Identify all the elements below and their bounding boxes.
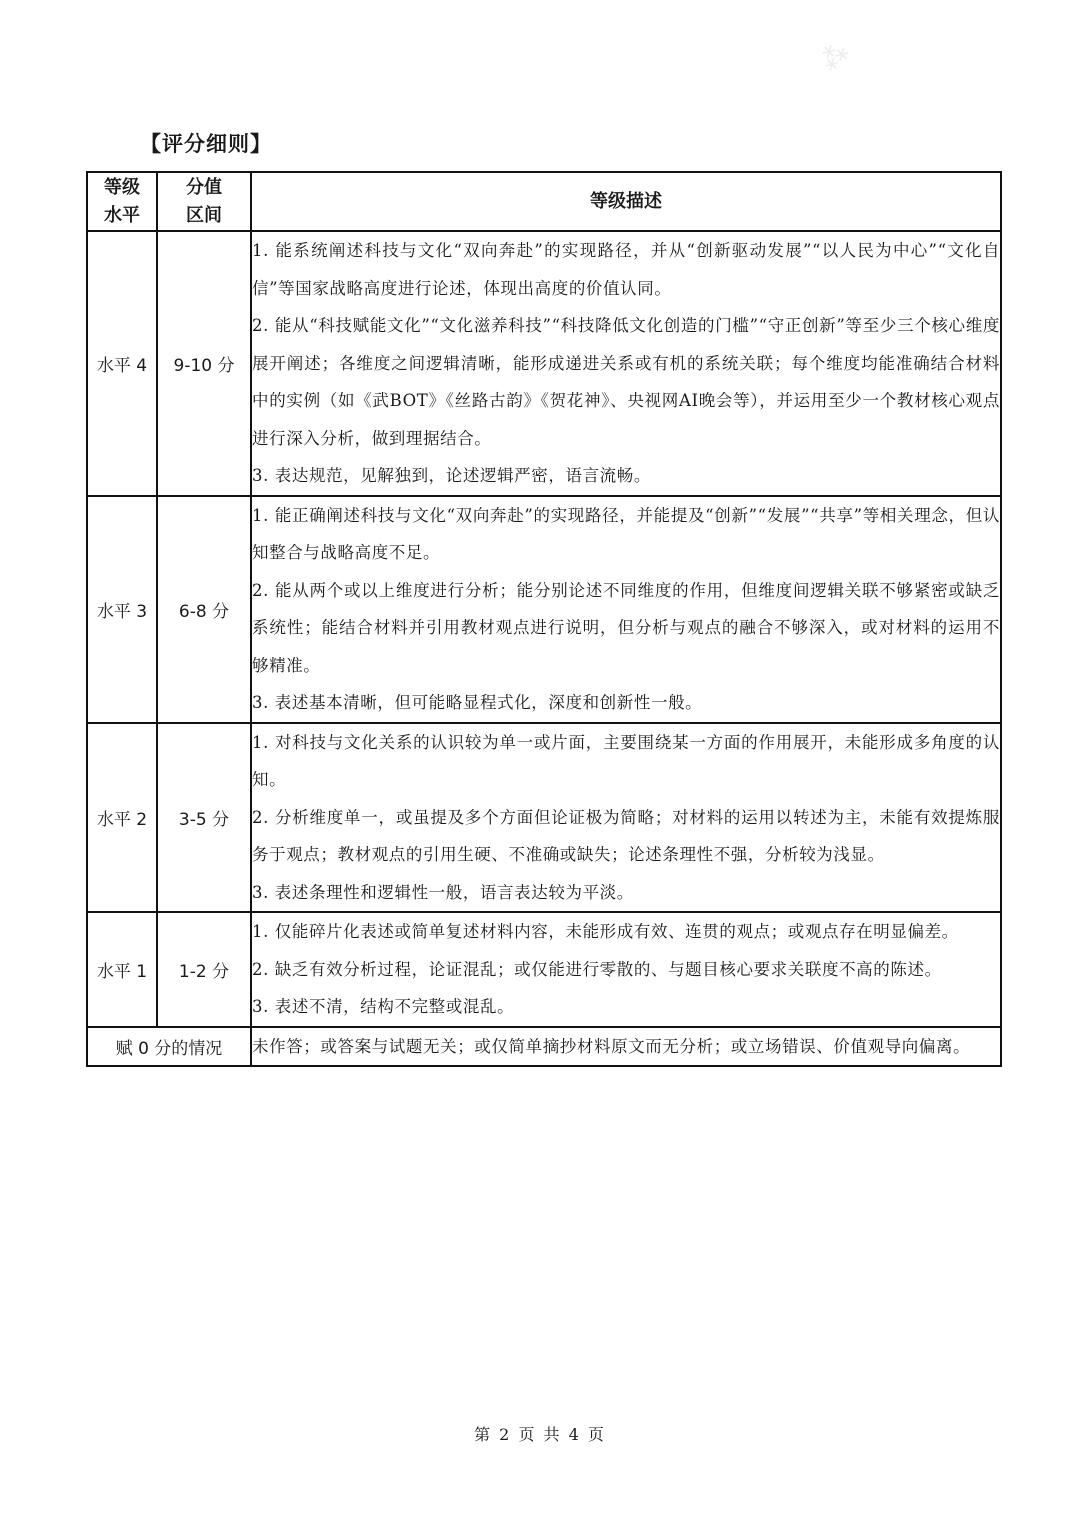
criterion-item: 1. 对科技与文化关系的认识较为单一或片面，主要围绕某一方面的作用展开，未能形成多角度的认知。 (252, 732, 1000, 789)
criterion-item: 2. 分析维度单一，或虽提及多个方面但论证极为简略；对材料的运用以转述为主，未能有效提炼服务于观点；教材观点的引用生硬、不准确或缺失；论述条理性不强，分析较为浅显。 (252, 807, 1000, 864)
level-cell: 水平 4 (87, 231, 157, 496)
watermark-mark: ⁂ (812, 34, 856, 79)
criterion-item: 1. 能正确阐述科技与文化“双向奔赴”的实现路径，并能提及“创新”“发展”“共享”等相关理念，但认知整合与战略高度不足。 (252, 505, 1000, 562)
level-cell: 水平 3 (87, 496, 157, 723)
level-cell: 水平 2 (87, 723, 157, 913)
score-cell: 9-10 分 (157, 231, 251, 496)
score-cell: 3-5 分 (157, 723, 251, 913)
description-cell (251, 496, 1001, 723)
zero-score-row (87, 1027, 1001, 1067)
criterion-item: 3. 表达规范，见解独到，论述逻辑严密，语言流畅。 (252, 466, 651, 485)
zero-score-description (251, 1027, 1001, 1067)
level-row (87, 231, 1001, 496)
description-cell (251, 231, 1001, 496)
header-score: 分值 区间 (157, 172, 251, 231)
page-number: 第 2 页 共 4 页 (474, 1425, 606, 1444)
criterion-item: 1. 能系统阐述科技与文化“双向奔赴”的实现路径，并从“创新驱动发展”“以人民为中心”“文化自信”等国家战略高度进行论述，体现出高度的价值认同。 (252, 241, 1000, 298)
criterion-item: 2. 能从“科技赋能文化”“文化滋养科技”“科技降低文化创造的门槛”“守正创新”等至少三个核心维度展开阐述；各维度之间逻辑清晰，能形成递进关系或有机的系统关联；每个维度均能准确结合材料中的实例（如《武BOT》《丝路古韵》《贺花神》、央视网AI晚会等），并运用至少一个教材核心观点进行深入分析，做到理据结合。 (252, 316, 1000, 448)
criterion-item: 2. 缺乏有效分析过程，论证混乱；或仅能进行零散的、与题目核心要求关联度不高的陈述。 (252, 959, 942, 979)
criterion-item: 3. 表述基本清晰，但可能略显程式化，深度和创新性一般。 (252, 693, 703, 712)
description-cell (251, 912, 1001, 1027)
level-row (87, 912, 1001, 1027)
score-cell: 1-2 分 (157, 912, 251, 1027)
zero-score-text: 未作答；或答案与试题无关；或仅简单摘抄材料原文而无分析；或立场错误、价值观导向偏离。 (252, 1036, 971, 1056)
header-description: 等级描述 (251, 172, 1001, 231)
score-cell: 6-8 分 (157, 496, 251, 723)
level-cell: 水平 1 (87, 912, 157, 1027)
criterion-item: 1. 仅能碎片化表述或简单复述材料内容，未能形成有效、连贯的观点；或观点存在明显偏差。 (252, 922, 959, 941)
header-row (87, 172, 1001, 231)
description-cell (251, 723, 1001, 913)
zero-score-label: 赋 0 分的情况 (87, 1027, 251, 1067)
criterion-item: 2. 能从两个或以上维度进行分析；能分别论述不同维度的作用，但维度间逻辑关联不够紧密或缺乏系统性；能结合材料并引用教材观点进行说明，但分析与观点的融合不够深入，或对材料的运用不够精准。 (252, 580, 1000, 675)
section-title: 【评分细则】 (140, 132, 272, 156)
header-level: 等级 水平 (87, 172, 157, 231)
rubric-table (86, 171, 1002, 1067)
level-row (87, 496, 1001, 723)
criterion-item: 3. 表述不清，结构不完整或混乱。 (252, 997, 515, 1016)
criterion-item: 3. 表述条理性和逻辑性一般，语言表达较为平淡。 (252, 882, 634, 902)
level-row (87, 723, 1001, 913)
